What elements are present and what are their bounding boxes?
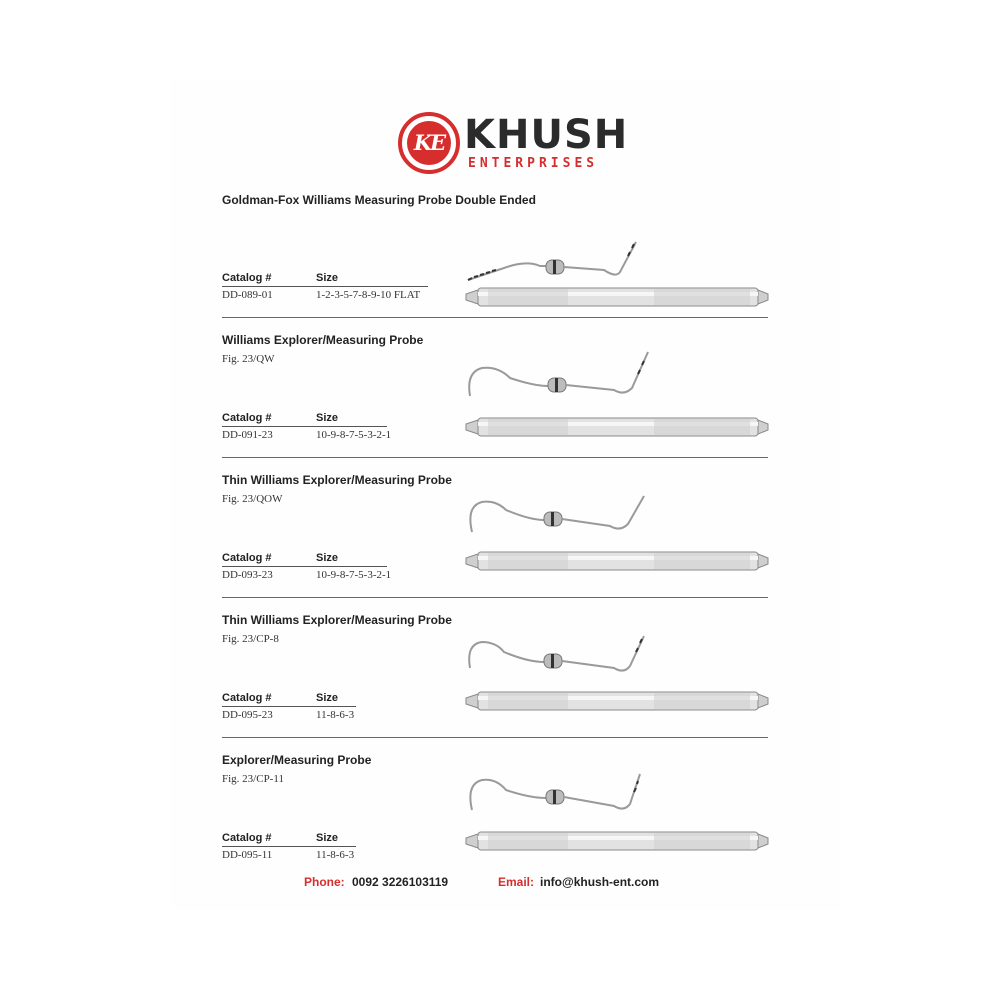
size-value: 11-8-6-3 [316,849,355,861]
header-underline [222,426,387,427]
probe-instrument-image [464,761,770,871]
size-header: Size [316,272,339,284]
figure-reference: Fig. 23/QW [222,353,275,365]
size-header: Size [316,692,339,704]
catalog-header: Catalog # [222,692,272,704]
catalog-header: Catalog # [222,272,272,284]
size-value: 11-8-6-3 [316,709,355,721]
product-item [222,753,768,893]
header-underline [222,846,356,847]
email-label: Email: [498,875,535,889]
phone-label: Phone: [304,875,345,889]
probe-instrument-image [464,483,770,593]
header-underline [222,286,428,287]
product-title: Thin Williams Explorer/Measuring Probe [222,473,452,487]
contact-footer [0,875,1000,895]
section-divider [222,317,768,318]
product-item [222,333,768,473]
section-divider [222,457,768,458]
size-header: Size [316,412,339,424]
header-underline [222,706,356,707]
brand-logo [398,112,629,176]
section-divider [222,597,768,598]
logo-badge-text: KE [407,121,451,165]
product-item [222,193,768,333]
section-divider [222,737,768,738]
product-title: Goldman-Fox Williams Measuring Probe Double Ended [222,193,536,207]
figure-reference: Fig. 23/CP-11 [222,773,284,785]
probe-instrument-image [464,343,770,453]
catalog-number: DD-095-23 [222,709,273,721]
catalog-header: Catalog # [222,832,272,844]
catalog-number: DD-091-23 [222,429,273,441]
size-value: 1-2-3-5-7-8-9-10 FLAT [316,289,421,301]
logo-wordmark: KHUSH [464,112,629,158]
catalog-number: DD-095-11 [222,849,273,861]
figure-reference: Fig. 23/CP-8 [222,633,279,645]
catalog-header: Catalog # [222,552,272,564]
figure-reference: Fig. 23/QOW [222,493,283,505]
catalog-header: Catalog # [222,412,272,424]
probe-instrument-image [464,623,770,733]
size-value: 10-9-8-7-5-3-2-1 [316,569,392,581]
logo-badge [398,112,460,174]
product-item [222,473,768,613]
phone-number[interactable]: 0092 3226103119 [352,875,449,889]
product-item [222,613,768,753]
catalog-number: DD-089-01 [222,289,273,301]
product-title: Thin Williams Explorer/Measuring Probe [222,613,452,627]
size-value: 10-9-8-7-5-3-2-1 [316,429,392,441]
email-address[interactable]: info@khush-ent.com [540,875,660,889]
size-header: Size [316,552,339,564]
header-underline [222,566,387,567]
logo-subtitle: ENTERPRISES [468,156,599,171]
product-title: Williams Explorer/Measuring Probe [222,333,424,347]
size-header: Size [316,832,339,844]
catalog-number: DD-093-23 [222,569,273,581]
product-title: Explorer/Measuring Probe [222,753,372,767]
